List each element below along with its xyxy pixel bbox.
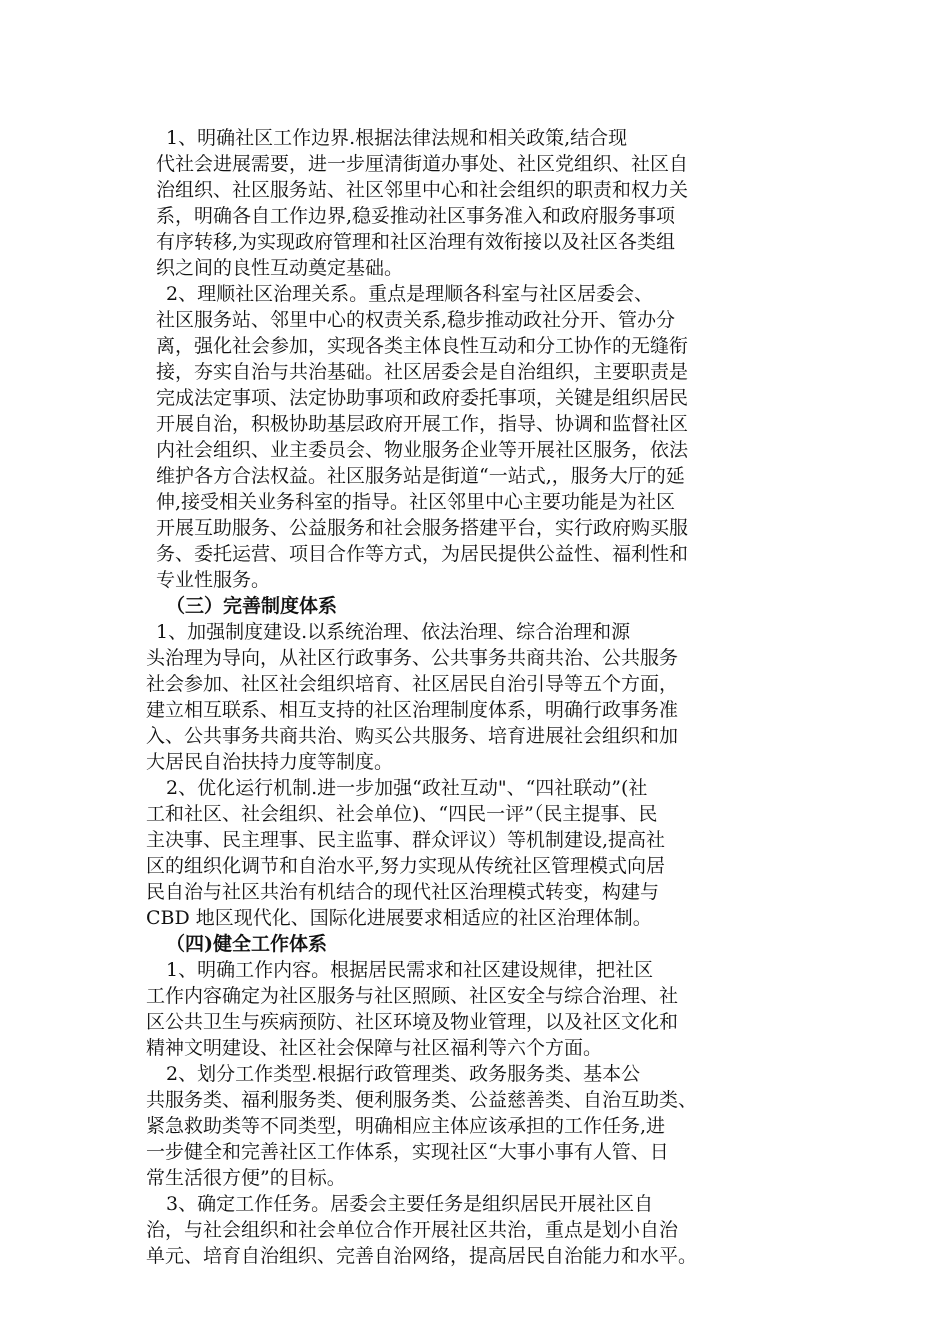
paragraph-line: 1、明确工作内容。根据居民需求和社区建设规律，把社区 xyxy=(166,959,654,981)
paragraph-line: 1、加强制度建设.以系统治理、依法治理、综合治理和源 xyxy=(156,621,631,643)
paragraph-line: 工和社区、社会组织、社会单位)、“四民一评”（民主提事、民 xyxy=(146,803,658,825)
paragraph-line: 区公共卫生与疾病预防、社区环境及物业管理，以及社区文化和 xyxy=(146,1011,679,1033)
paragraph-line: 3、确定工作任务。居委会主要任务是组织居民开展社区自 xyxy=(166,1193,654,1215)
paragraph-line: 开展互助服务、公益服务和社会服务搭建平台，实行政府购买服 xyxy=(156,517,689,539)
paragraph-line: 精神文明建设、社区社会保障与社区福利等六个方面。 xyxy=(146,1037,603,1059)
paragraph-line: 大居民自治扶持力度等制度。 xyxy=(146,751,394,773)
paragraph-line: 治，与社会组织和社会单位合作开展社区共治，重点是划小自治 xyxy=(146,1219,679,1241)
paragraph-line: 开展自治，积极协助基层政府开展工作，指导、协调和监督社区 xyxy=(156,413,689,435)
paragraph-line: 织之间的良性互动奠定基础。 xyxy=(156,257,404,279)
paragraph-line: 2、划分工作类型.根据行政管理类、政务服务类、基本公 xyxy=(166,1063,641,1085)
paragraph-line: 维护各方合法权益。社区服务站是街道“一站式,，服务大厅的延 xyxy=(156,465,685,487)
paragraph-line: 一步健全和完善社区工作体系，实现社区“大事小事有人管、日 xyxy=(146,1141,669,1163)
paragraph-line: 接，夯实自治与共治基础。社区居委会是自治组织，主要职责是 xyxy=(156,361,689,383)
paragraph-line: 系，明确各自工作边界,稳妥推动社区事务准入和政府服务事项 xyxy=(156,205,676,227)
paragraph-line: 入、公共事务共商共治、购买公共服务、培育进展社会组织和加 xyxy=(146,725,679,747)
paragraph-line: 完成法定事项、法定协助事项和政府委托事项，关键是组织居民 xyxy=(156,387,689,409)
section-heading-3: （三）完善制度体系 xyxy=(166,595,338,617)
paragraph-line: 2、理顺社区治理关系。重点是理顺各科室与社区居委会、 xyxy=(166,283,654,305)
paragraph-line: 务、委托运营、项目合作等方式，为居民提供公益性、福利性和 xyxy=(156,543,689,565)
section-heading-4: （四)健全工作体系 xyxy=(166,933,327,955)
paragraph-line: 常生活很方便”的目标。 xyxy=(146,1167,346,1189)
paragraph-line: 民自治与社区共治有机结合的现代社区治理模式转变，构建与 xyxy=(146,881,660,903)
paragraph-line: 单元、培育自治组织、完善自治网络，提高居民自治能力和水平。 xyxy=(146,1245,698,1267)
paragraph-line: 1、明确社区工作边界.根据法律法规和相关政策,结合现 xyxy=(166,127,628,149)
paragraph-line: 社区服务站、邻里中心的权责关系,稳步推动政社分开、管办分 xyxy=(156,309,676,331)
paragraph-line: 2、优化运行机制.进一步加强“政社互动"、“四社联动”(社 xyxy=(166,777,648,799)
paragraph-line: 内社会组织、业主委员会、物业服务企业等开展社区服务，依法 xyxy=(156,439,689,461)
paragraph-line: 紧急救助类等不同类型，明确相应主体应该承担的工作任务,进 xyxy=(146,1115,666,1137)
paragraph-line: 主决事、民主理事、民主监事、群众评议）等机制建设,提高社 xyxy=(146,829,666,851)
paragraph-line: 伸,接受相关业务科室的指导。社区邻里中心主要功能是为社区 xyxy=(156,491,676,513)
paragraph-line: 区的组织化调节和自治水平,努力实现从传统社区管理模式向居 xyxy=(146,855,666,877)
paragraph-line: 头治理为导向，从社区行政事务、公共事务共商共治、公共服务 xyxy=(146,647,679,669)
paragraph-line: 社会参加、社区社会组织培育、社区居民自治引导等五个方面， xyxy=(146,673,679,695)
paragraph-line: 专业性服务。 xyxy=(156,569,271,591)
paragraph-line: CBD 地区现代化、国际化进展要求相适应的社区治理体制。 xyxy=(146,907,652,929)
paragraph-line: 共服务类、福利服务类、便利服务类、公益慈善类、自治互助类、 xyxy=(146,1089,698,1111)
paragraph-line: 有序转移,为实现政府管理和社区治理有效衔接以及社区各类组 xyxy=(156,231,676,253)
paragraph-line: 建立相互联系、相互支持的社区治理制度体系，明确行政事务准 xyxy=(146,699,679,721)
paragraph-line: 代社会进展需要，进一步厘清街道办事处、社区党组织、社区自 xyxy=(156,153,689,175)
paragraph-line: 离，强化社会参加，实现各类主体良性互动和分工协作的无缝衔 xyxy=(156,335,689,357)
paragraph-line: 治组织、社区服务站、社区邻里中心和社会组织的职责和权力关 xyxy=(156,179,689,201)
paragraph-line: 工作内容确定为社区服务与社区照顾、社区安全与综合治理、社 xyxy=(146,985,679,1007)
